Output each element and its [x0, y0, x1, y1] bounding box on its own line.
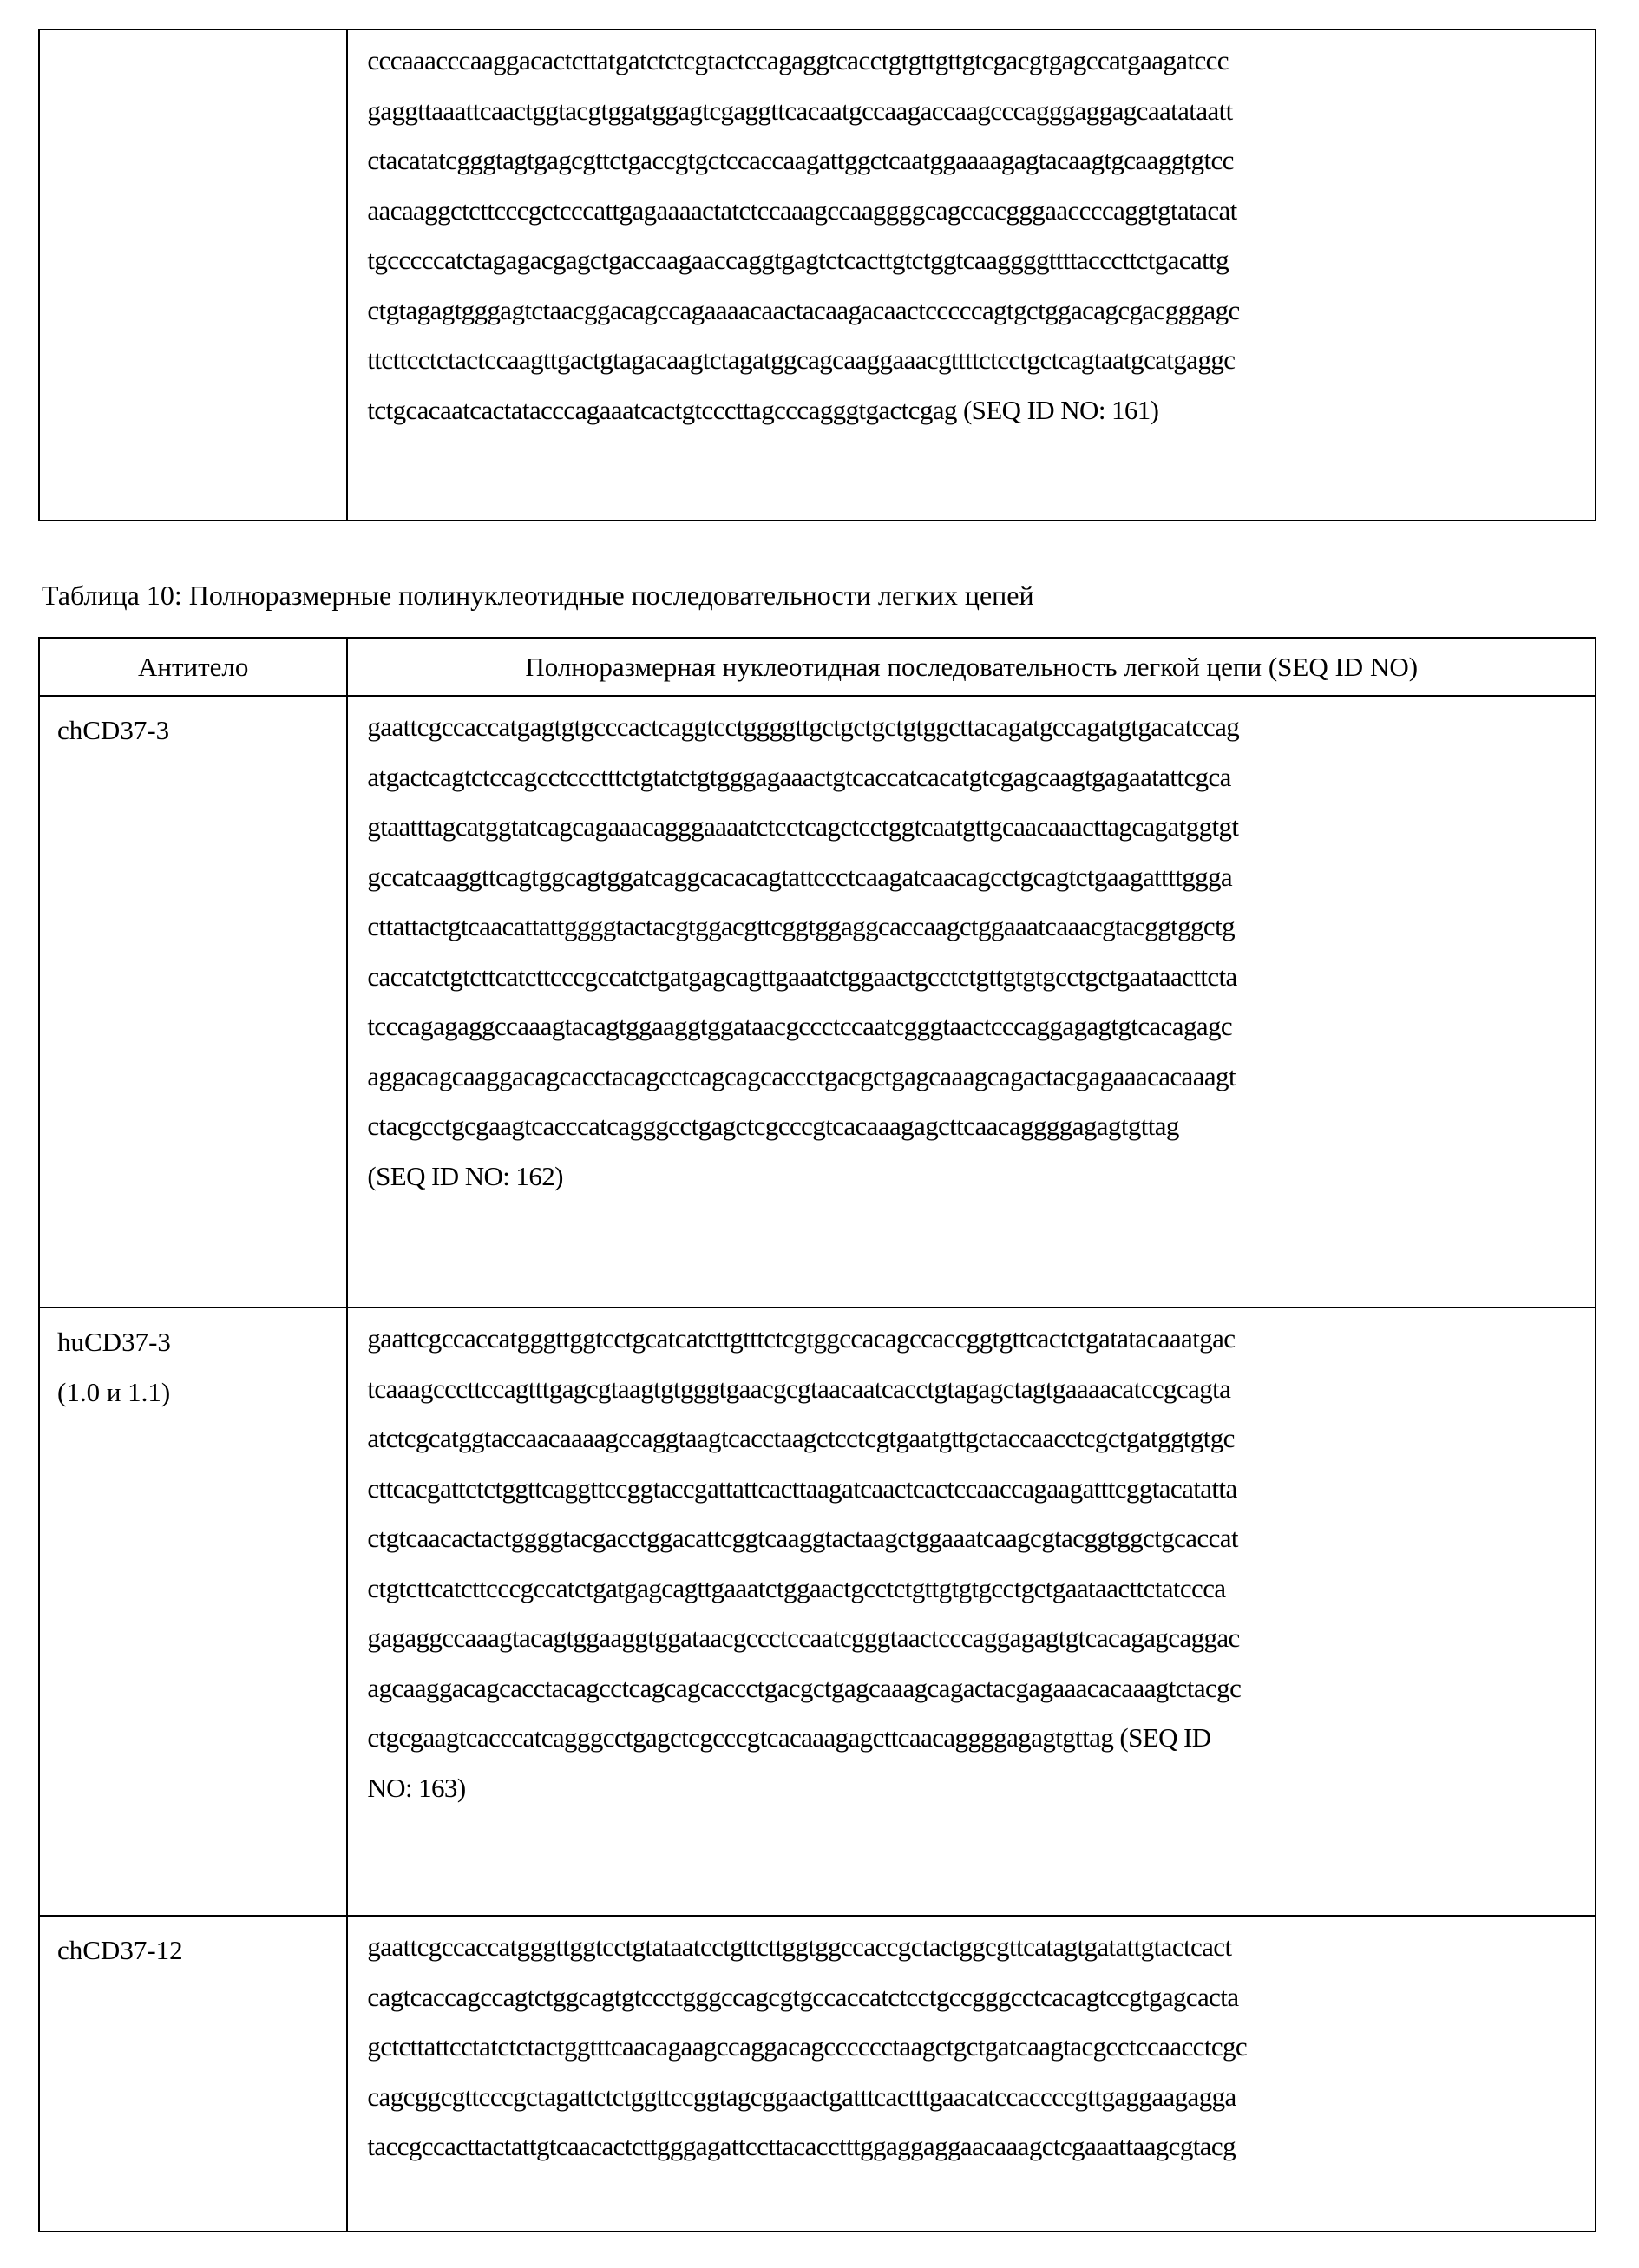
sequence-line: ctgtcaacactactggggtacgacctggacattcggtcaaggtactaagctggaaatcaagcgtacggtggctgcaccat — [367, 1523, 1238, 1553]
sequence-line: aacaaggctcttcccgctcccattgagaaaactatctccaaagccaaggggcagccacgggaaccccaggtgtatacat — [367, 194, 1237, 226]
sequence-line: ctgcgaagtcacccatcagggcctgagctcgcccgtcacaaagagcttcaacaggggagagtgttag (SEQ ID — [367, 1722, 1211, 1753]
antibody-version-note: (1.0 и 1.1) — [57, 1376, 171, 1407]
antibody-cell — [39, 696, 347, 1308]
sequence-line: gaggttaaattcaactggtacgtggatggagtcgaggttcacaatgccaagaccaagcccagggaggagcaatataatt — [367, 95, 1233, 126]
sequence-line: agcaaggacagcacctacagcctcagcagcaccctgacgctgagcaaagcagactacgagaaacacaaagtctacgc — [367, 1672, 1242, 1703]
sequence-cell — [347, 29, 1596, 521]
sequence-line: gagaggccaaagtacagtggaaggtggataacgccctccaatcgggtaactcccaggagagtgtcacagagcaggac — [367, 1622, 1240, 1653]
sequence-line: ctgtagagtgggagtctaacggacagccagaaaacaactacaagacaactcccccagtgctggacagcgacgggagc — [367, 294, 1240, 325]
sequence-line: gctcttattcctatctctactggtttcaacagaagccaggacagcccccctaagctgctgatcaagtacgcctccaacctcgc — [367, 2031, 1248, 2062]
table-header-row — [39, 638, 1596, 696]
sequence-line: gaattcgccaccatgggttggtcctgcatcatcttgtttctcgtggccacagccaccggtgttcactctgatatacaaatgac — [367, 1323, 1236, 1354]
sequence-line: ctacgcctgcgaagtcacccatcagggcctgagctcgcccgtcacaaagagcttcaacaggggagagtgttag — [367, 1111, 1179, 1141]
sequence-line: gaattcgccaccatgggttggtcctgtataatcctgttcttggtggccaccgctactggcgttcatagtgatattgtactcact — [367, 1931, 1232, 1962]
sequence-line: atgactcagtctccagcctccctttctgtatctgtgggagaaactgtcaccatcacatgtcgagcaagtgagaatattcgca — [367, 761, 1231, 792]
antibody-cell — [39, 1916, 347, 2232]
seq-id-label: NO: 163) — [367, 1772, 466, 1803]
antibody-name: chCD37-12 — [57, 1935, 183, 1965]
sequence-line: tgcccccatctagagacgagctgaccaagaaccaggtgagtctcacttgtctggtcaaggggttttacccttctgacattg — [367, 245, 1229, 275]
antibody-name: huCD37-3 — [57, 1327, 171, 1357]
sequence-line: tcccagagaggccaaagtacagtggaaggtggataacgccctccaatcgggtaactcccaggagagtgtcacagagc — [367, 1011, 1233, 1041]
table-row — [39, 1916, 1596, 2232]
sequence-line: cttcacgattctctggttcaggttccggtaccgattattcacttaagatcaactcactccaaccagaagatttcggtacatatta — [367, 1472, 1237, 1504]
sequence-line: caccatctgtcttcatcttcccgccatctgatgagcagttgaaatctggaactgcctctgttgtgtgcctgctgaataacttcta — [367, 960, 1237, 992]
sequence-line: ctgtcttcatcttcccgccatctgatgagcagttgaaatctggaactgcctctgttgtgtgcctgctgaataacttctatccca — [367, 1572, 1226, 1603]
sequence-cell — [347, 696, 1596, 1308]
sequence-line: cttattactgtcaacattattggggtactacgtggacgttcggtggaggcaccaagctggaaatcaaacgtacggtggctg — [367, 911, 1235, 941]
sequence-line: ctacatatcgggtagtgagcgttctgaccgtgctccaccaagattggctcaatggaaaagagtacaagtgcaaggtgtcc — [367, 145, 1234, 175]
sequence-line: tctgcacaatcactatacccagaaatcactgtcccttagcccagggtgactcgag (SEQ ID NO: 161) — [367, 394, 1159, 425]
sequence-line: gccatcaaggttcagtggcagtggatcaggcacacagtattccctcaagatcaacagcctgcagtctgaagattttggga — [367, 861, 1233, 892]
sequence-line: gtaatttagcatggtatcagcagaaacagggaaaatctcctcagctcctggtcaatgttgcaacaaacttagcagatggtgt — [367, 811, 1239, 842]
sequence-line: cccaaacccaaggacactcttatgatctctcgtactccagaggtcacctgtgttgttgtcgacgtgagccatgaagatccc — [367, 45, 1229, 75]
sequence-line: cagtcaccagccagtctggcagtgtccctgggccagcgtgccaccatctcctgccgggcctcacagtccgtgagcacta — [367, 1981, 1239, 2012]
sequence-line: gaattcgccaccatgagtgtgcccactcaggtcctggggttgctgctgctgtggcttacagatgccagatgtgacatccag — [367, 711, 1240, 742]
antibody-cell — [39, 1308, 347, 1916]
table-row — [39, 696, 1596, 1308]
table-row — [39, 29, 1596, 521]
table-row — [39, 1308, 1596, 1916]
sequence-line: aggacagcaaggacagcacctacagcctcagcagcaccctgacgctgagcaaagcagactacgagaaacacaaagt — [367, 1060, 1236, 1091]
table-caption: Таблица 10: Полноразмерные полинуклеотидные последовательности легких цепей — [42, 580, 1034, 611]
sequence-cell — [347, 1308, 1596, 1916]
column-header-antibody: Антитело — [39, 638, 347, 696]
sequence-cell — [347, 1916, 1596, 2232]
sequence-line: tcaaagcccttccagtttgagcgtaagtgtgggtgaacgcgtaacaatcacctgtagagctagtgaaaacatccgcagta — [367, 1373, 1231, 1404]
column-header-sequence: Полноразмерная нуклеотидная последовательность легкой цепи (SEQ ID NO) — [347, 638, 1596, 696]
light-chain-sequence-table — [38, 637, 1596, 2232]
sequence-line: cagcggcgttcccgctagattctctggttccggtagcggaactgatttcactttgaacatccaccccgttgaggaagagga — [367, 2081, 1236, 2112]
antibody-cell-empty — [39, 29, 347, 521]
sequence-line: atctcgcatggtaccaacaaaagccaggtaagtcacctaagctcctcgtgaatgttgctaccaacctcgctgatggtgtgc — [367, 1423, 1235, 1453]
previous-table-continuation — [38, 29, 1596, 521]
sequence-line: taccgccacttactattgtcaacactcttgggagattccttacacctttggaggaggaacaaagctcgaaattaagcgtacg — [367, 2131, 1236, 2161]
seq-id-label: (SEQ ID NO: 162) — [367, 1160, 563, 1191]
antibody-name: chCD37-3 — [57, 715, 170, 745]
sequence-line: ttcttcctctactccaagttgactgtagacaagtctagatggcagcaaggaaacgttttctcctgctcagtaatgcatgaggc — [367, 344, 1236, 375]
